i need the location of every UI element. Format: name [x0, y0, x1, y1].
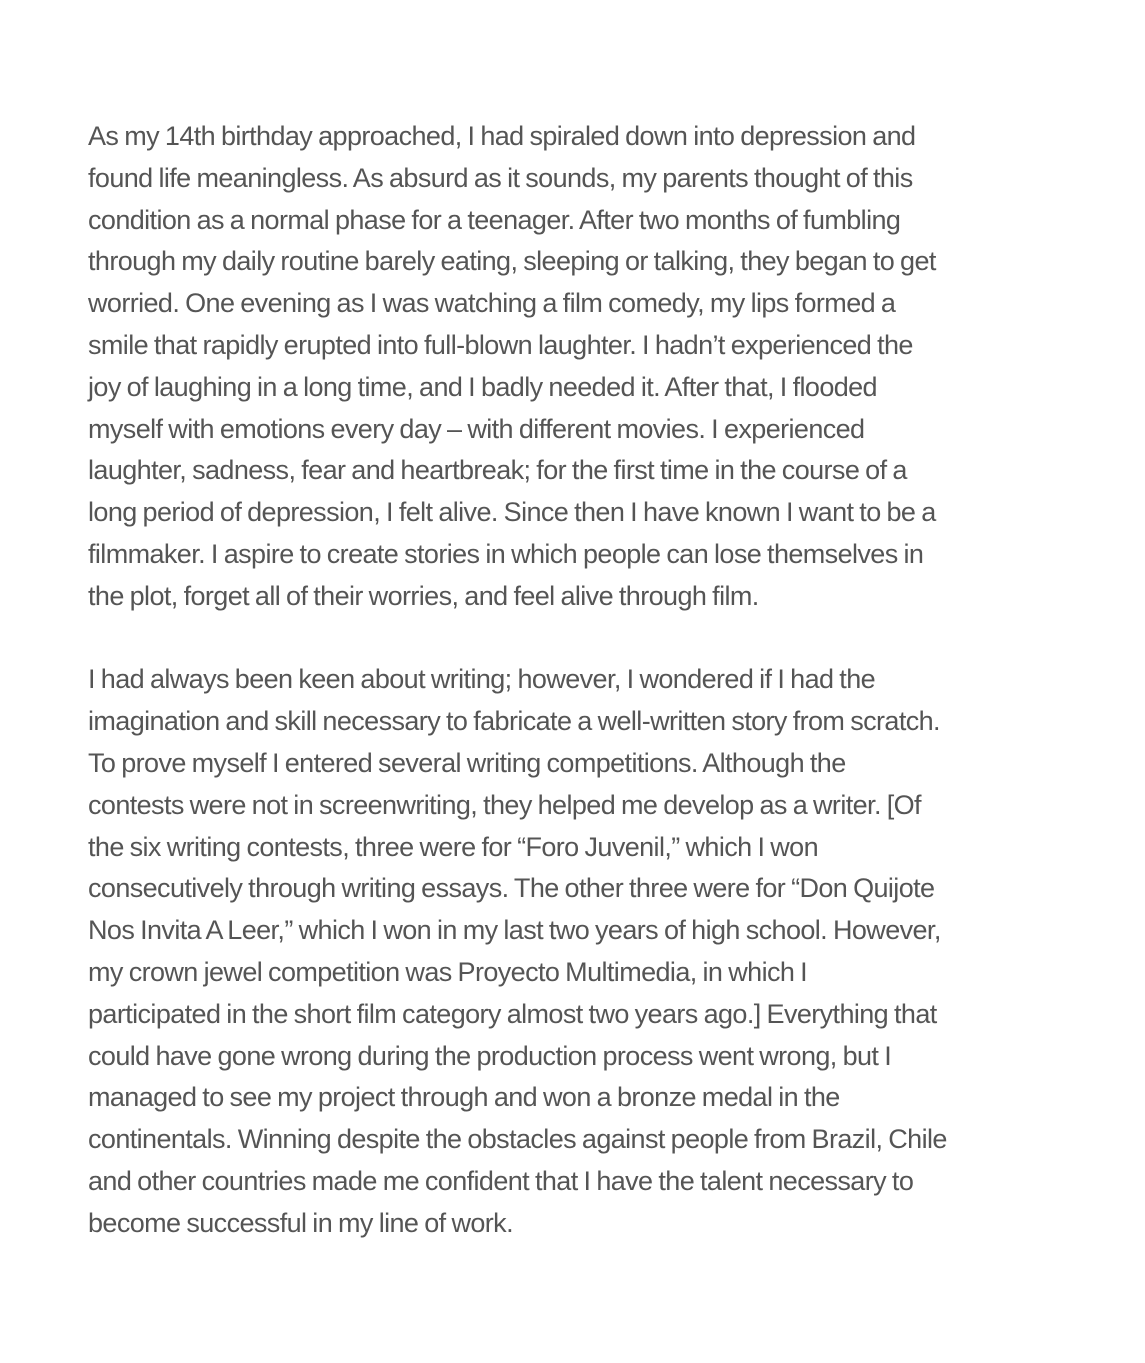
text-line: joy of laughing in a long time, and I badly needed it. After that, I flooded	[88, 371, 877, 402]
paragraph-2	[88, 659, 1056, 1244]
text-line: smile that rapidly erupted into full-blown laughter. I hadn’t experienced the	[88, 329, 913, 360]
text-line: continentals. Winning despite the obstacles against people from Brazil, Chile	[88, 1124, 947, 1155]
paragraph-1	[88, 116, 1056, 618]
text-line: the six writing contests, three were for “Foro Juvenil,” which I won	[88, 831, 819, 862]
text-line: found life meaningless. As absurd as it sounds, my parents thought of this	[88, 162, 913, 193]
text-line: myself with emotions every day – with different movies. I experienced	[88, 413, 865, 444]
text-line: condition as a normal phase for a teenager. After two months of fumbling	[88, 204, 901, 235]
text-line: and other countries made me confident that I have the talent necessary to	[88, 1165, 914, 1196]
text-line: participated in the short film category almost two years ago.] Everything that	[88, 998, 937, 1029]
text-line: contests were not in screenwriting, they helped me develop as a writer. [Of	[88, 789, 921, 820]
text-line: long period of depression, I felt alive. Since then I have known I want to be a	[88, 497, 936, 528]
text-line: my crown jewel competition was Proyecto Multimedia, in which I	[88, 956, 808, 987]
text-line: I had always been keen about writing; however, I wondered if I had the	[88, 664, 876, 695]
text-line: managed to see my project through and won a bronze medal in the	[88, 1082, 840, 1113]
text-line: As my 14th birthday approached, I had spiraled down into depression and	[88, 121, 916, 151]
text-line: the plot, forget all of their worries, and feel alive through film.	[88, 580, 759, 611]
text-line: through my daily routine barely eating, sleeping or talking, they began to get	[88, 246, 936, 277]
text-line: become successful in my line of work.	[88, 1207, 513, 1238]
text-line: filmmaker. I aspire to create stories in which people can lose themselves in	[88, 538, 924, 569]
text-line: consecutively through writing essays. The other three were for “Don Quijote	[88, 873, 935, 904]
text-line: laughter, sadness, fear and heartbreak; for the first time in the course of a	[88, 455, 907, 486]
essay-text	[88, 116, 1056, 1245]
text-line: could have gone wrong during the production process went wrong, but I	[88, 1040, 892, 1071]
text-line: imagination and skill necessary to fabricate a well-written story from scratch.	[88, 706, 940, 737]
text-line: Nos Invita A Leer,” which I won in my last two years of high school. However,	[88, 915, 941, 946]
text-line: worried. One evening as I was watching a film comedy, my lips formed a	[88, 288, 896, 319]
text-line: To prove myself I entered several writing competitions. Although the	[88, 747, 846, 778]
